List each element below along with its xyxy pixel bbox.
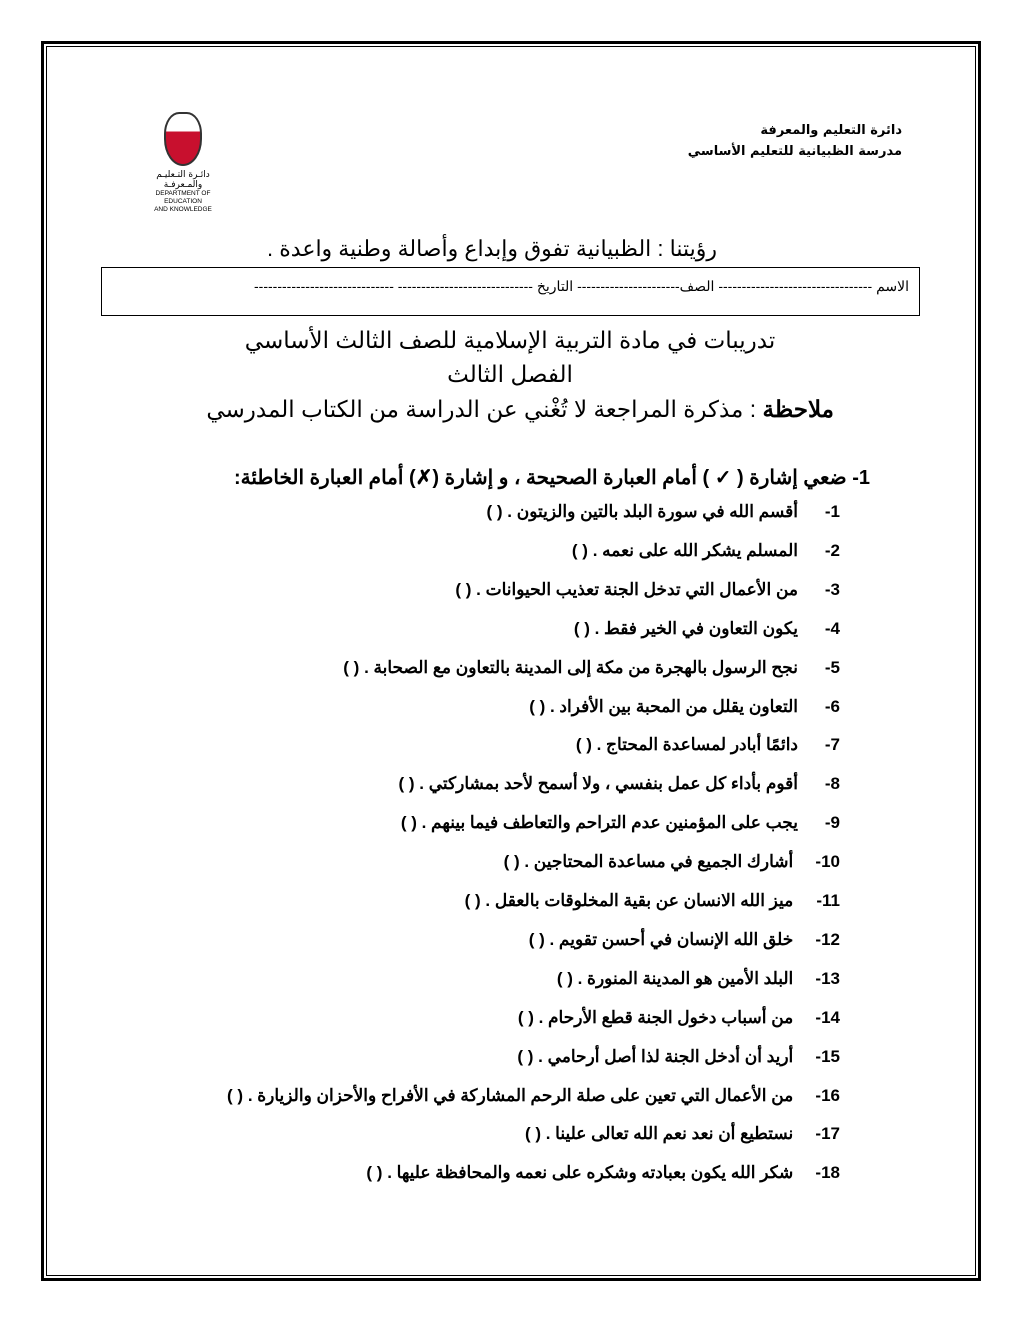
note — [206, 396, 834, 423]
question-text[interactable]: يجب على المؤمنين عدم التراحم والتعاطف فيما بينهم . ( ) — [400, 813, 798, 833]
logo-text-en2: AND KNOWLEDGE — [154, 206, 212, 213]
question-item — [487, 502, 840, 522]
question-item — [576, 735, 840, 755]
question-number: 8- — [824, 774, 840, 794]
question-text[interactable]: أشارك الجميع في مساعدة المحتاجين . ( ) — [503, 852, 798, 872]
question-number: 3- — [824, 579, 840, 599]
question-text[interactable]: دائمًا أبادر لمساعدة المحتاج . ( ) — [575, 735, 798, 755]
question-text[interactable]: أريد أن أدخل الجنة لذا أصل أرحامي . ( ) — [517, 1046, 798, 1066]
question-number: 14- — [815, 1007, 840, 1027]
question-number: 2- — [824, 540, 840, 560]
question-number: 10- — [815, 852, 840, 872]
question-item — [227, 1086, 840, 1106]
instruction: 1- ضعي إشارة ( ✓ ) أمام العبارة الصحيحة ، و إشارة (✗) أمام العبارة الخاطئة: — [234, 467, 870, 489]
logo-text-en1: DEPARTMENT OF EDUCATION — [155, 190, 211, 205]
question-item — [529, 697, 840, 717]
question-item — [504, 852, 840, 872]
question-number: 16- — [815, 1085, 840, 1105]
question-text[interactable]: ميز الله الانسان عن بقية المخلوقات بالعقل . ( ) — [464, 891, 798, 910]
question-number: 9- — [824, 813, 840, 833]
question-item — [518, 1008, 840, 1028]
question-item — [525, 1124, 840, 1144]
department-logo — [138, 112, 228, 214]
question-number: 13- — [815, 968, 840, 988]
question-text[interactable]: شكر الله يكون بعبادته وشكره على نعمه والمحافظة عليها . ( ) — [366, 1163, 798, 1183]
question-item — [574, 619, 840, 639]
question-text[interactable]: نستطيع أن نعد نعم الله تعالى علينا . ( ) — [524, 1124, 798, 1144]
question-text[interactable]: المسلم يشكر الله على نعمه . ( ) — [571, 540, 798, 560]
question-text[interactable]: التعاون يقلل من المحبة بين الأفراد . ( ) — [529, 696, 798, 716]
question-item — [366, 1163, 840, 1183]
question-number: 7- — [824, 735, 840, 755]
question-text[interactable]: من الأعمال التي تدخل الجنة تعذيب الحيوانات . ( ) — [455, 579, 798, 599]
question-text[interactable]: يكون التعاون في الخير فقط . ( ) — [573, 618, 798, 638]
question-text[interactable]: خلق الله الإنسان في أحسن تقويم . ( ) — [528, 929, 798, 949]
question-number: 11- — [816, 891, 840, 910]
title-line-2: الفصل الثالث — [447, 361, 573, 387]
question-text[interactable]: نجح الرسول بالهجرة من مكة إلى المدينة بالتعاون مع الصحابة . ( ) — [343, 657, 798, 677]
title-line-1: تدريبات في مادة التربية الإسلامية للصف الثالث الأساسي — [244, 327, 776, 353]
student-fields[interactable]: الاسم --------------------------------- الصف---------------------- التاريخ ----------------------------- ------------------------------ — [254, 278, 909, 294]
question-item — [572, 541, 840, 561]
note-label: ملاحظة — [762, 396, 834, 422]
question-number: 4- — [824, 618, 840, 638]
question-item — [465, 891, 840, 911]
question-item — [401, 813, 840, 833]
question-text[interactable]: أقسم الله في سورة البلد بالتين والزيتون . ( ) — [486, 502, 798, 521]
question-number: 1- — [824, 502, 840, 521]
vision-text: رؤيتنا : الظبيانية تفوق وإبداع وأصالة وطنية واعدة . — [267, 236, 717, 261]
question-item — [529, 930, 840, 950]
note-text: : مذكرة المراجعة لا تُغْني عن الدراسة من الكتاب المدرسي — [206, 396, 763, 422]
question-number: 12- — [815, 929, 840, 949]
logo-text-ar: دائـرة التـعليـم والمـعرفـة — [156, 170, 210, 190]
question-item — [517, 1047, 840, 1067]
question-number: 15- — [815, 1046, 840, 1066]
question-item — [557, 969, 840, 989]
question-text[interactable]: البلد الأمين هو المدينة المنورة . ( ) — [556, 968, 798, 988]
question-text[interactable]: أقوم بأداء كل عمل بنفسي ، ولا أسمح لأحد بمشاركتي . ( ) — [398, 774, 798, 794]
question-number: 18- — [815, 1163, 840, 1183]
question-item — [399, 774, 840, 794]
question-text[interactable]: من أسباب دخول الجنة قطع الأرحام . ( ) — [517, 1007, 798, 1027]
question-item — [455, 580, 840, 600]
question-number: 6- — [824, 696, 840, 716]
question-text[interactable]: من الأعمال التي تعين على صلة الرحم المشاركة في الأفراح والأحزان والزيارة . ( ) — [227, 1085, 798, 1105]
org-line-2: مدرسة الظبيانية للتعليم الأساسي — [687, 144, 902, 159]
emblem-icon — [164, 112, 202, 166]
question-item — [343, 658, 840, 678]
question-number: 17- — [815, 1124, 840, 1144]
question-number: 5- — [824, 657, 840, 677]
org-line-1: دائرة التعليم والمعرفة — [760, 123, 902, 138]
vision-statement — [0, 236, 1020, 262]
student-info-box[interactable] — [101, 267, 920, 316]
